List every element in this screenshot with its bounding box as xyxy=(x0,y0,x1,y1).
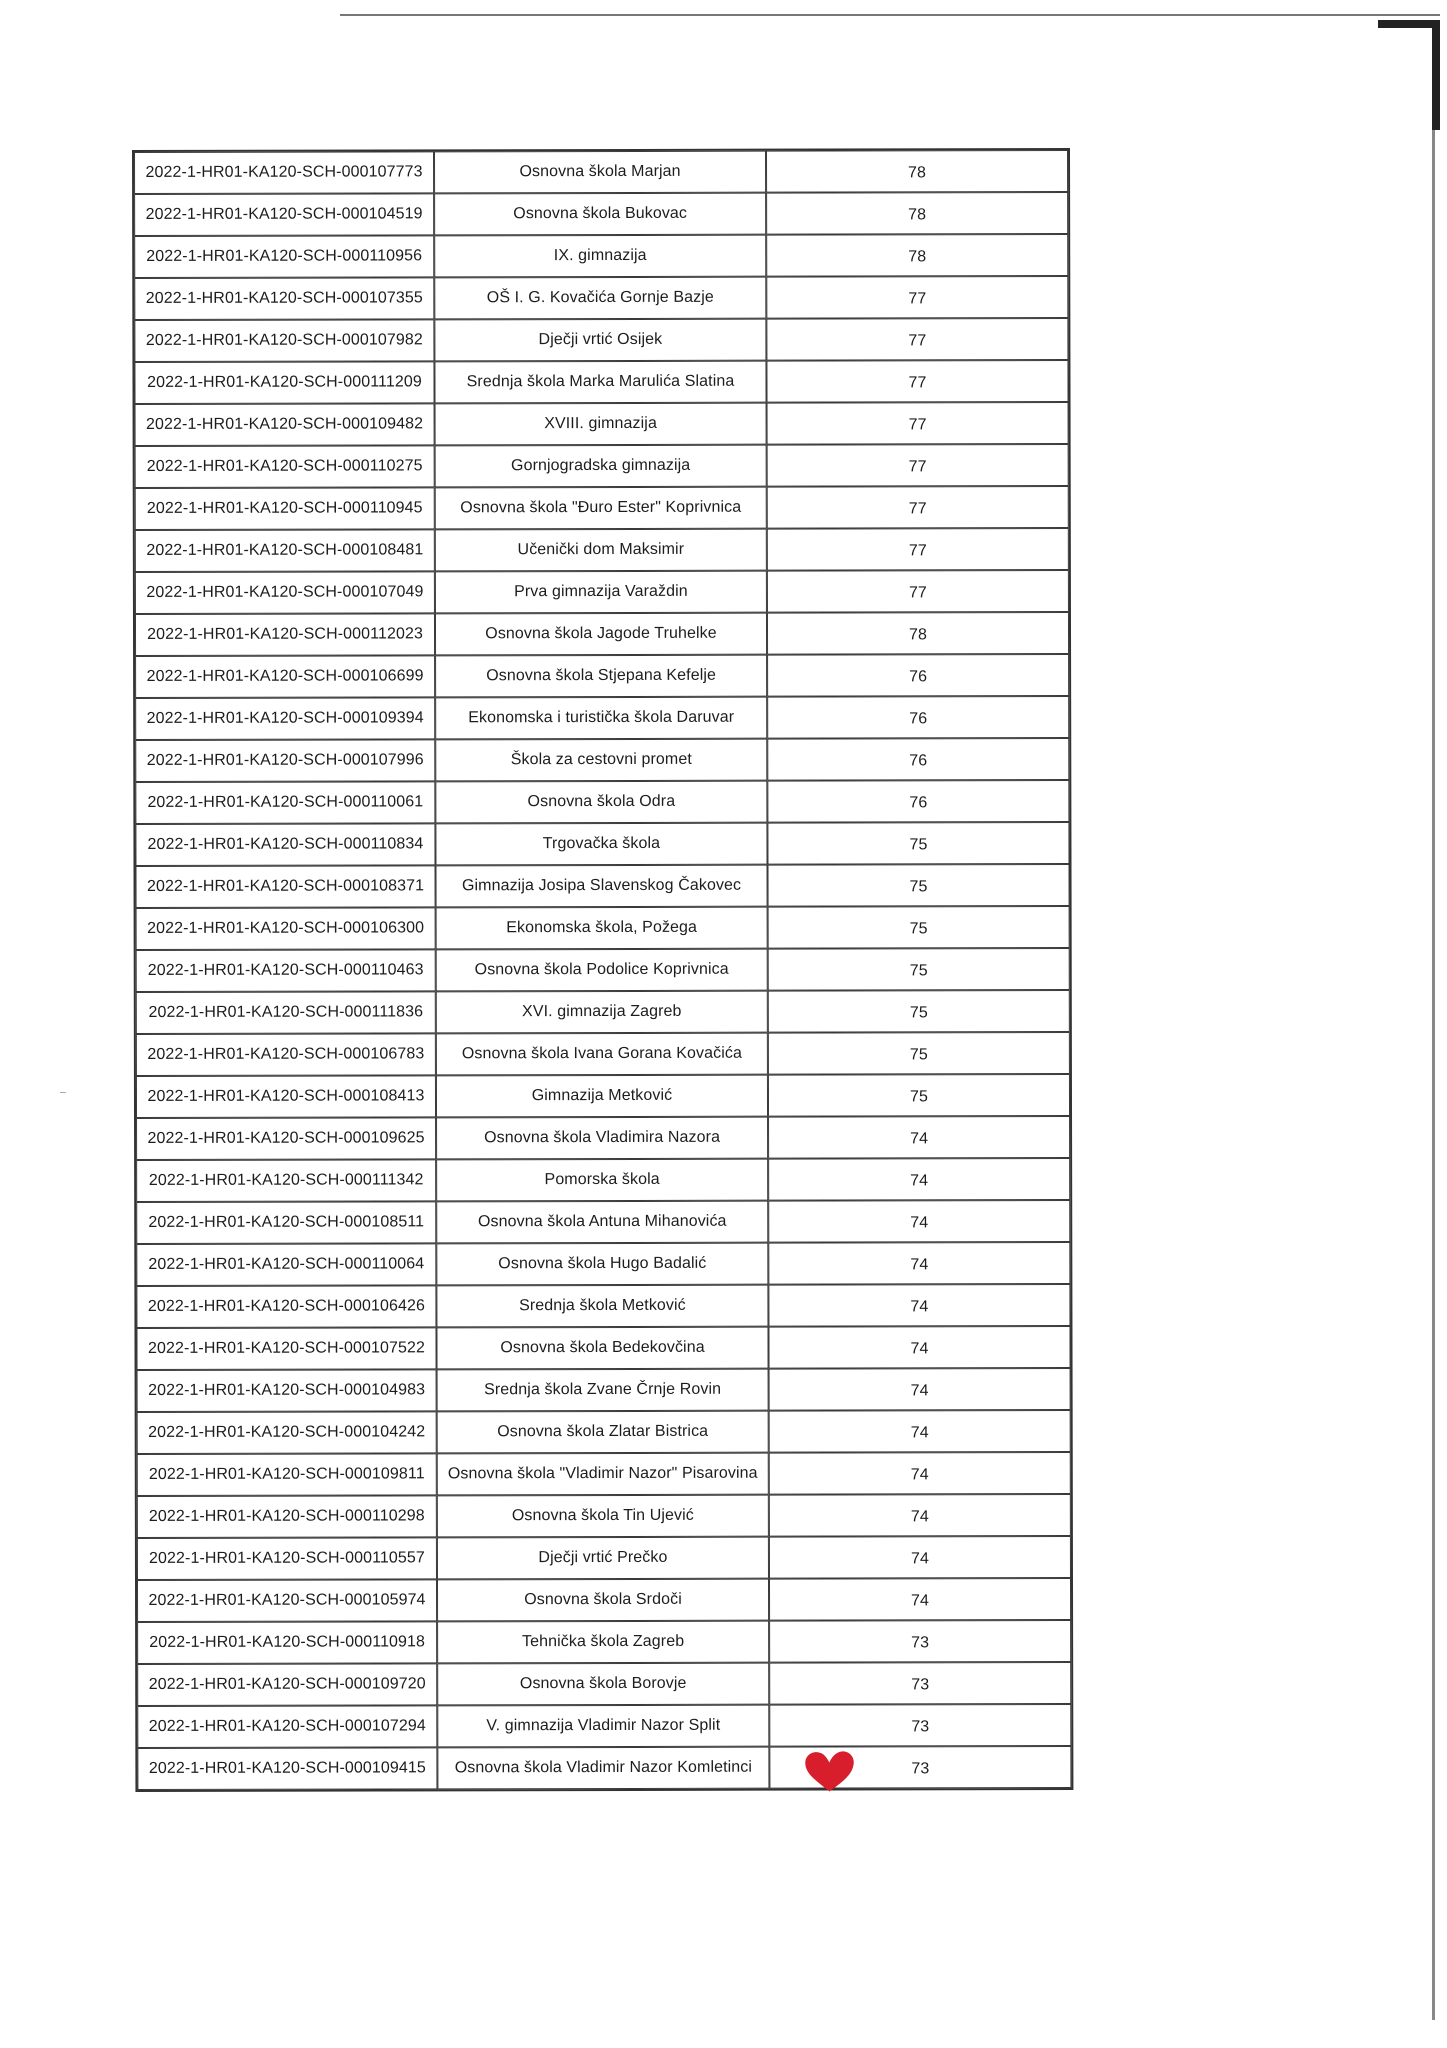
table-row xyxy=(137,1452,1071,1496)
project-code-cell: 2022-1-HR01-KA120-SCH-000110275 xyxy=(135,445,435,488)
project-code-cell: 2022-1-HR01-KA120-SCH-000107773 xyxy=(134,151,434,194)
table-row xyxy=(136,1242,1070,1286)
project-code-cell: 2022-1-HR01-KA120-SCH-000104519 xyxy=(134,193,434,236)
score-cell xyxy=(768,948,1070,991)
score-cell xyxy=(767,612,1069,655)
project-code-cell: 2022-1-HR01-KA120-SCH-000108481 xyxy=(135,529,435,572)
institution-name-cell: Osnovna škola Vladimir Nazor Komletinci xyxy=(437,1747,769,1790)
project-code-cell: 2022-1-HR01-KA120-SCH-000107982 xyxy=(134,319,434,362)
project-code-cell: 2022-1-HR01-KA120-SCH-000107355 xyxy=(134,277,434,320)
score-value: 73 xyxy=(911,1718,930,1736)
score-value: 74 xyxy=(911,1592,930,1610)
project-code-cell: 2022-1-HR01-KA120-SCH-000110834 xyxy=(135,823,435,866)
score-cell xyxy=(769,1494,1071,1537)
score-value: 77 xyxy=(908,332,927,350)
project-code-cell: 2022-1-HR01-KA120-SCH-000109394 xyxy=(135,697,435,740)
score-value: 76 xyxy=(909,794,928,812)
score-value: 78 xyxy=(908,626,928,644)
table-row xyxy=(135,402,1069,446)
institution-name-cell: Gornjogradska gimnazija xyxy=(435,445,767,488)
table-row xyxy=(136,1158,1070,1202)
institution-name-cell: Osnovna škola Zlatar Bistrica xyxy=(437,1411,769,1454)
score-cell xyxy=(766,192,1068,235)
score-value: 75 xyxy=(909,1046,928,1064)
institution-name-cell: Osnovna škola Srdoči xyxy=(437,1579,769,1622)
institution-name-cell: Trgovačka škola xyxy=(435,823,767,866)
project-code-cell: 2022-1-HR01-KA120-SCH-000108511 xyxy=(136,1201,436,1244)
score-cell xyxy=(768,906,1070,949)
institution-name-cell: Tehnička škola Zagreb xyxy=(437,1621,769,1664)
institution-name-cell: Srednja škola Zvane Črnje Rovin xyxy=(437,1369,769,1412)
table-row xyxy=(136,1284,1070,1328)
table-row xyxy=(135,570,1069,614)
project-code-cell: 2022-1-HR01-KA120-SCH-000106426 xyxy=(136,1285,436,1328)
score-cell xyxy=(768,1284,1070,1327)
score-value: 75 xyxy=(909,1088,929,1106)
table-row xyxy=(134,360,1068,404)
score-value: 74 xyxy=(910,1340,929,1358)
score-value: 77 xyxy=(908,584,927,602)
project-code-cell: 2022-1-HR01-KA120-SCH-000104983 xyxy=(137,1369,437,1412)
table-row xyxy=(135,612,1069,656)
project-code-cell: 2022-1-HR01-KA120-SCH-000108371 xyxy=(135,865,435,908)
table-row xyxy=(135,528,1069,572)
institution-name-cell: Osnovna škola Bukovac xyxy=(434,193,766,236)
table-row xyxy=(137,1368,1071,1412)
project-code-cell: 2022-1-HR01-KA120-SCH-000109811 xyxy=(137,1453,437,1496)
score-value: 74 xyxy=(910,1550,929,1568)
score-cell xyxy=(767,570,1069,613)
score-cell xyxy=(767,444,1069,487)
table-row xyxy=(136,1326,1070,1370)
score-cell xyxy=(768,1200,1070,1243)
project-code-cell: 2022-1-HR01-KA120-SCH-000112023 xyxy=(135,613,435,656)
table-row xyxy=(135,486,1069,530)
score-value: 77 xyxy=(908,416,927,434)
table-row xyxy=(136,1200,1070,1244)
table-row xyxy=(137,1536,1071,1580)
score-cell xyxy=(768,1032,1070,1075)
project-code-cell: 2022-1-HR01-KA120-SCH-000109482 xyxy=(135,403,435,446)
project-code-cell: 2022-1-HR01-KA120-SCH-000110061 xyxy=(135,781,435,824)
institution-name-cell: Gimnazija Josipa Slavenskog Čakovec xyxy=(435,865,767,908)
score-value: 74 xyxy=(910,1214,929,1232)
score-cell xyxy=(767,696,1069,739)
results-table xyxy=(132,148,1073,1792)
table-row xyxy=(136,906,1070,950)
score-cell xyxy=(767,822,1069,865)
table-row xyxy=(135,864,1069,908)
project-code-cell: 2022-1-HR01-KA120-SCH-000106699 xyxy=(135,655,435,698)
table-row xyxy=(135,696,1069,740)
institution-name-cell: Osnovna škola Borovje xyxy=(437,1663,769,1706)
score-cell xyxy=(769,1662,1071,1705)
heart-icon xyxy=(802,1749,856,1793)
scan-edge-top xyxy=(340,14,1440,16)
project-code-cell: 2022-1-HR01-KA120-SCH-000107996 xyxy=(135,739,435,782)
institution-name-cell: IX. gimnazija xyxy=(434,235,766,278)
table-row xyxy=(134,318,1068,362)
score-value: 75 xyxy=(909,920,928,938)
table-row xyxy=(135,822,1069,866)
project-code-cell: 2022-1-HR01-KA120-SCH-000110298 xyxy=(137,1495,437,1538)
institution-name-cell: Škola za cestovni promet xyxy=(435,739,767,782)
table-row xyxy=(136,1116,1070,1160)
score-value: 74 xyxy=(910,1466,929,1484)
score-cell xyxy=(766,276,1068,319)
table-row xyxy=(135,654,1069,698)
institution-name-cell: Osnovna škola Ivana Gorana Kovačića xyxy=(436,1033,768,1076)
project-code-cell: 2022-1-HR01-KA120-SCH-000110463 xyxy=(136,949,436,992)
project-code-cell: 2022-1-HR01-KA120-SCH-000108413 xyxy=(136,1075,436,1118)
score-value: 77 xyxy=(908,542,927,560)
scan-edge-right xyxy=(1432,20,1435,2020)
institution-name-cell: Dječji vrtić Osijek xyxy=(434,319,766,362)
score-cell xyxy=(767,738,1069,781)
institution-name-cell: Učenički dom Maksimir xyxy=(435,529,767,572)
score-value: 74 xyxy=(910,1424,929,1442)
score-value: 75 xyxy=(909,878,928,896)
institution-name-cell: OŠ I. G. Kovačića Gornje Bazje xyxy=(434,277,766,320)
project-code-cell: 2022-1-HR01-KA120-SCH-000109415 xyxy=(137,1747,437,1790)
score-cell xyxy=(767,864,1069,907)
project-code-cell: 2022-1-HR01-KA120-SCH-000107294 xyxy=(137,1705,437,1748)
score-value: 73 xyxy=(911,1760,930,1778)
project-code-cell: 2022-1-HR01-KA120-SCH-000110557 xyxy=(137,1537,437,1580)
project-code-cell: 2022-1-HR01-KA120-SCH-000106300 xyxy=(136,907,436,950)
institution-name-cell: Prva gimnazija Varaždin xyxy=(435,571,767,614)
project-code-cell: 2022-1-HR01-KA120-SCH-000105974 xyxy=(137,1579,437,1622)
table-row xyxy=(137,1620,1071,1664)
score-value: 74 xyxy=(910,1130,929,1148)
score-value: 75 xyxy=(909,836,928,854)
score-cell xyxy=(769,1410,1071,1453)
institution-name-cell: Osnovna škola Jagode Truhelke xyxy=(435,613,767,656)
project-code-cell: 2022-1-HR01-KA120-SCH-000106783 xyxy=(136,1033,436,1076)
institution-name-cell: V. gimnazija Vladimir Nazor Split xyxy=(437,1705,769,1748)
project-code-cell: 2022-1-HR01-KA120-SCH-000109720 xyxy=(137,1663,437,1706)
score-cell xyxy=(769,1620,1071,1663)
table-row xyxy=(136,990,1070,1034)
score-value: 78 xyxy=(908,164,927,182)
table-row xyxy=(136,948,1070,992)
table-row xyxy=(136,1074,1070,1118)
score-value: 75 xyxy=(909,962,928,980)
score-cell xyxy=(769,1704,1071,1747)
score-cell xyxy=(768,990,1070,1033)
institution-name-cell: XVI. gimnazija Zagreb xyxy=(436,991,768,1034)
score-value: 77 xyxy=(908,290,927,308)
score-cell xyxy=(769,1746,1071,1789)
project-code-cell: 2022-1-HR01-KA120-SCH-000109625 xyxy=(136,1117,436,1160)
score-cell xyxy=(767,486,1069,529)
score-cell xyxy=(769,1452,1071,1495)
project-code-cell: 2022-1-HR01-KA120-SCH-000107049 xyxy=(135,571,435,614)
score-cell xyxy=(769,1536,1071,1579)
score-value: 78 xyxy=(908,206,927,224)
score-value: 77 xyxy=(908,458,927,476)
table-row xyxy=(134,234,1068,278)
score-value: 77 xyxy=(908,374,927,392)
institution-name-cell: Osnovna škola "Vladimir Nazor" Pisarovina xyxy=(437,1453,769,1496)
institution-name-cell: Dječji vrtić Prečko xyxy=(437,1537,769,1580)
score-value: 74 xyxy=(910,1256,929,1274)
institution-name-cell: Srednja škola Marka Marulića Slatina xyxy=(434,361,766,404)
score-value: 76 xyxy=(909,668,928,686)
institution-name-cell: Gimnazija Metković xyxy=(436,1075,768,1118)
institution-name-cell: Osnovna škola Stjepana Kefelje xyxy=(435,655,767,698)
score-value: 77 xyxy=(908,500,927,518)
score-cell xyxy=(767,528,1069,571)
score-value: 74 xyxy=(910,1298,929,1316)
institution-name-cell: Osnovna škola Marjan xyxy=(434,151,766,194)
institution-name-cell: Osnovna škola Vladimira Nazora xyxy=(436,1117,768,1160)
score-cell xyxy=(768,1158,1070,1201)
table-row xyxy=(137,1662,1071,1706)
scan-corner-mark xyxy=(1378,20,1440,130)
table-row xyxy=(136,1032,1070,1076)
score-value: 76 xyxy=(909,752,928,770)
score-cell xyxy=(768,1242,1070,1285)
table-row xyxy=(134,192,1068,236)
table-row xyxy=(135,738,1069,782)
table-row xyxy=(135,444,1069,488)
score-value: 75 xyxy=(909,1004,928,1022)
project-code-cell: 2022-1-HR01-KA120-SCH-000111342 xyxy=(136,1159,436,1202)
score-cell xyxy=(768,1116,1070,1159)
table-row xyxy=(137,1494,1071,1538)
institution-name-cell: Osnovna škola Hugo Badalić xyxy=(436,1243,768,1286)
score-cell xyxy=(766,360,1068,403)
table-row xyxy=(137,1410,1071,1454)
table-row xyxy=(137,1578,1071,1622)
table-row xyxy=(134,276,1068,320)
institution-name-cell: Osnovna škola Podolice Koprivnica xyxy=(436,949,768,992)
score-cell xyxy=(767,654,1069,697)
score-value: 73 xyxy=(911,1676,930,1694)
project-code-cell: 2022-1-HR01-KA120-SCH-000110956 xyxy=(134,235,434,278)
institution-name-cell: Osnovna škola Bedekovčina xyxy=(436,1327,768,1370)
project-code-cell: 2022-1-HR01-KA120-SCH-000111209 xyxy=(134,361,434,404)
score-value: 74 xyxy=(910,1508,929,1526)
scan-speck xyxy=(60,1092,66,1093)
score-cell xyxy=(766,234,1068,277)
project-code-cell: 2022-1-HR01-KA120-SCH-000111836 xyxy=(136,991,436,1034)
score-cell xyxy=(767,402,1069,445)
project-code-cell: 2022-1-HR01-KA120-SCH-000110918 xyxy=(137,1621,437,1664)
institution-name-cell: Osnovna škola "Đuro Ester" Koprivnica xyxy=(435,487,767,530)
score-value: 74 xyxy=(910,1172,929,1190)
score-cell xyxy=(766,150,1068,193)
institution-name-cell: Osnovna škola Tin Ujević xyxy=(437,1495,769,1538)
project-code-cell: 2022-1-HR01-KA120-SCH-000110064 xyxy=(136,1243,436,1286)
score-cell xyxy=(769,1368,1071,1411)
institution-name-cell: Ekonomska i turistička škola Daruvar xyxy=(435,697,767,740)
score-cell xyxy=(768,1074,1070,1117)
score-cell xyxy=(767,780,1069,823)
results-table-body xyxy=(134,150,1071,1790)
institution-name-cell: Osnovna škola Odra xyxy=(435,781,767,824)
score-value: 78 xyxy=(908,248,927,266)
institution-name-cell: Osnovna škola Antuna Mihanovića xyxy=(436,1201,768,1244)
table-row xyxy=(134,150,1068,194)
score-cell xyxy=(769,1578,1071,1621)
project-code-cell: 2022-1-HR01-KA120-SCH-000110945 xyxy=(135,487,435,530)
score-value: 73 xyxy=(911,1634,930,1652)
project-code-cell: 2022-1-HR01-KA120-SCH-000107522 xyxy=(136,1327,436,1370)
score-value: 76 xyxy=(909,710,928,728)
institution-name-cell: Srednja škola Metković xyxy=(436,1285,768,1328)
score-cell xyxy=(766,318,1068,361)
table-row xyxy=(137,1704,1071,1748)
institution-name-cell: Pomorska škola xyxy=(436,1159,768,1202)
score-value: 74 xyxy=(910,1382,929,1400)
institution-name-cell: Ekonomska škola, Požega xyxy=(436,907,768,950)
table-row xyxy=(137,1746,1071,1790)
institution-name-cell: XVIII. gimnazija xyxy=(435,403,767,446)
score-cell xyxy=(768,1326,1070,1369)
table-row xyxy=(135,780,1069,824)
project-code-cell: 2022-1-HR01-KA120-SCH-000104242 xyxy=(137,1411,437,1454)
